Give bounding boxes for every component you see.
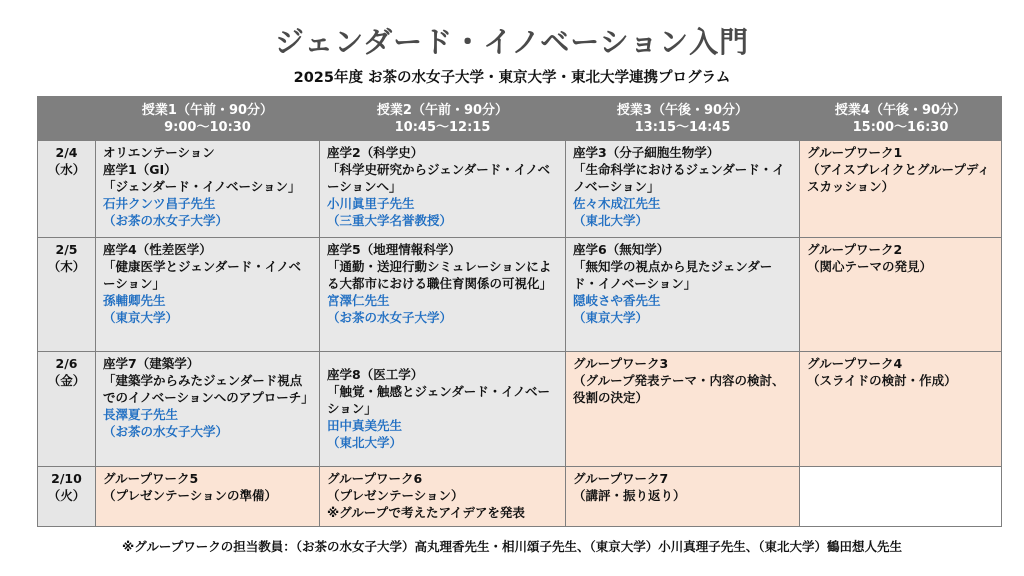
page-title: ジェンダード・イノベーション入門 xyxy=(274,25,750,59)
lecturer-affiliation: （お茶の水女子大学） xyxy=(327,310,453,325)
session-cell: 座学2（科学史） 「科学史研究からジェンダード・イノベーションへ」 小川眞里子先生 （三重大学名誉教授） xyxy=(320,141,566,238)
group-work-cell: グループワーク1 （アイスブレイクとグループディスカッション） xyxy=(800,141,1002,238)
schedule-table xyxy=(37,96,1002,527)
header-class-4: 授業4（午後・90分） 15:00〜16:30 xyxy=(800,97,1002,141)
group-work-cell: グループワーク6 （プレゼンテーション） ※グループで考えたアイデアを発表 xyxy=(320,467,566,527)
lecturer-name: 田中真美先生 xyxy=(327,418,403,433)
lecturer-name: 小川眞里子先生 xyxy=(327,196,415,211)
date-cell: 2/10 （火） xyxy=(38,467,96,527)
page-subtitle: 2025年度 お茶の水女子大学・東京大学・東北大学連携プログラム xyxy=(293,70,731,86)
session-cell: 座学7（建築学） 「建築学からみたジェンダード視点でのイノベーションへのアプローチ」 長澤夏子先生 （お茶の水女子大学） xyxy=(96,352,320,467)
date-cell: 2/6 （金） xyxy=(38,352,96,467)
footnote: ※グループワークの担当教員：（お茶の水女子大学）高丸理香先生・相川頌子先生、（東京大学）小川真理子先生、（東北大学）鶴田想人先生 xyxy=(122,539,902,554)
empty-cell xyxy=(800,467,1002,527)
header-class-2: 授業2（午前・90分） 10:45〜12:15 xyxy=(320,97,566,141)
header-class-1: 授業1（午前・90分） 9:00〜10:30 xyxy=(96,97,320,141)
lecturer-affiliation: （東北大学） xyxy=(573,213,649,228)
session-cell: オリエンテーション 座学1（GI） 「ジェンダード・イノベーション」 石井クンツ昌子先生 （お茶の水女子大学） xyxy=(96,141,320,238)
lecturer-name: 宮澤仁先生 xyxy=(327,293,390,308)
header-class-3: 授業3（午後・90分） 13:15〜14:45 xyxy=(566,97,800,141)
table-row xyxy=(38,238,1002,352)
group-work-cell: グループワーク5 （プレゼンテーションの準備） xyxy=(96,467,320,527)
date-cell: 2/5 （木） xyxy=(38,238,96,352)
group-work-cell: グループワーク3 （グループ発表テーマ・内容の検討、役割の決定） xyxy=(566,352,800,467)
lecturer-name: 長澤夏子先生 xyxy=(103,407,179,422)
session-cell: 座学4（性差医学） 「健康医学とジェンダード・イノベーション」 孫輔卿先生 （東京大学） xyxy=(96,238,320,352)
table-row xyxy=(38,141,1002,238)
lecturer-affiliation: （お茶の水女子大学） xyxy=(103,213,229,228)
group-work-cell: グループワーク2 （関心テーマの発見） xyxy=(800,238,1002,352)
session-cell: 座学3（分子細胞生物学） 「生命科学におけるジェンダード・イノベーション」 佐々木成江先生 （東北大学） xyxy=(566,141,800,238)
lecturer-name: 石井クンツ昌子先生 xyxy=(103,196,216,211)
table-row xyxy=(38,352,1002,467)
lecturer-affiliation: （東京大学） xyxy=(103,310,179,325)
lecturer-name: 佐々木成江先生 xyxy=(573,196,661,211)
lecturer-name: 孫輔卿先生 xyxy=(103,293,166,308)
table-row xyxy=(38,467,1002,527)
group-work-cell: グループワーク4 （スライドの検討・作成） xyxy=(800,352,1002,467)
date-cell: 2/4 （水） xyxy=(38,141,96,238)
lecturer-affiliation: （お茶の水女子大学） xyxy=(103,424,229,439)
lecturer-affiliation: （三重大学名誉教授） xyxy=(327,213,453,228)
lecturer-name: 隠岐さや香先生 xyxy=(573,293,661,308)
lecturer-affiliation: （東北大学） xyxy=(327,435,403,450)
header-row xyxy=(38,97,1002,141)
header-corner xyxy=(38,97,96,141)
lecturer-affiliation: （東京大学） xyxy=(573,310,649,325)
group-work-cell: グループワーク7 （講評・振り返り） xyxy=(566,467,800,527)
session-cell: 座学5（地理情報科学） 「通勤・送迎行動シミュレーションによる大都市における職住育関係の可視化」 宮澤仁先生 （お茶の水女子大学） xyxy=(320,238,566,352)
session-cell: 座学8（医工学） 「触覚・触感とジェンダード・イノベーション」 田中真美先生 （東北大学） xyxy=(320,352,566,467)
session-cell: 座学6（無知学） 「無知学の視点から見たジェンダード・イノベーション」 隠岐さや香先生 （東京大学） xyxy=(566,238,800,352)
